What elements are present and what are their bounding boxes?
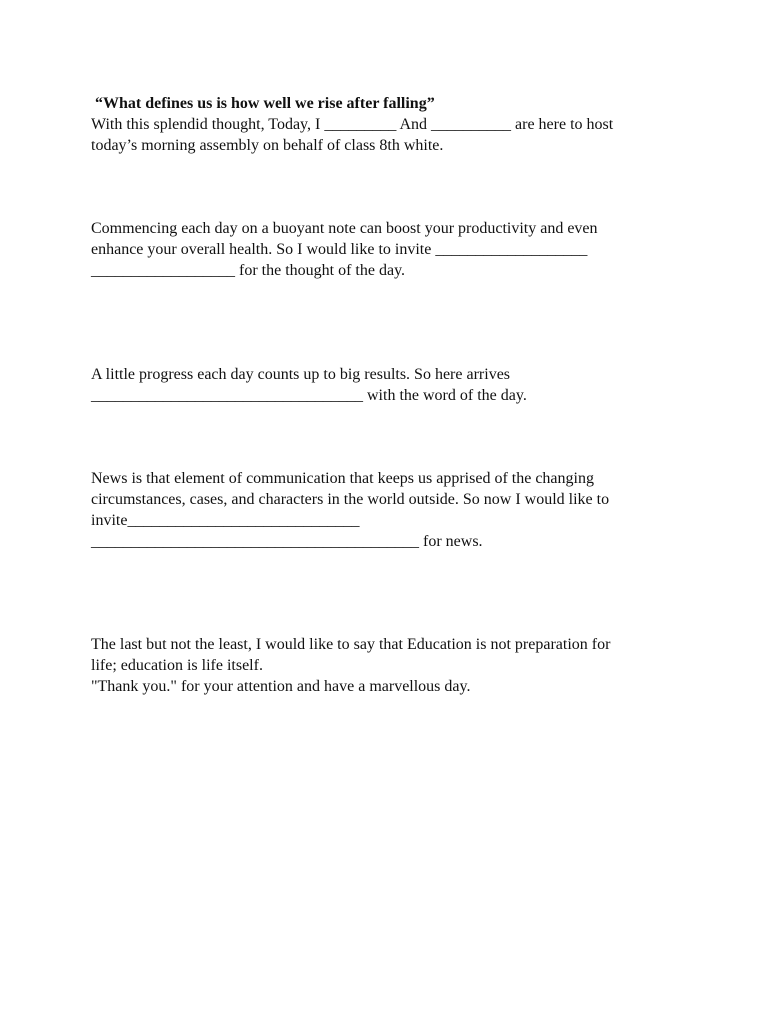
news-line-4: _________________________________________ for news.	[91, 533, 483, 550]
news-line-1: News is that element of communication that keeps us apprised of the changing	[91, 470, 594, 487]
intro-line-2: today’s morning assembly on behalf of class 8th white.	[91, 137, 444, 154]
word-line-1: A little progress each day counts up to big results. So here arrives	[91, 366, 511, 383]
thought-line-2: enhance your overall health. So I would like to invite ___________________	[91, 241, 588, 258]
news-line-2: circumstances, cases, and characters in the world outside. So now I would like to	[91, 491, 610, 508]
thought-line-3: __________________ for the thought of the day.	[91, 262, 406, 279]
word-line-2: __________________________________ with the word of the day.	[91, 387, 527, 404]
thought-line-1: Commencing each day on a buoyant note can boost your productivity and even	[91, 220, 598, 237]
closing-line-3: "Thank you." for your attention and have a marvellous day.	[91, 678, 471, 695]
closing-line-2: life; education is life itself.	[91, 657, 263, 674]
news-line-3: invite_____________________________	[91, 512, 360, 529]
quote-heading: “What defines us is how well we rise after falling”	[91, 95, 435, 112]
intro-line-1: With this splendid thought, Today, I _________ And __________ are here to host	[91, 116, 614, 133]
closing-line-1: The last but not the least, I would like to say that Education is not preparation for	[91, 636, 611, 653]
